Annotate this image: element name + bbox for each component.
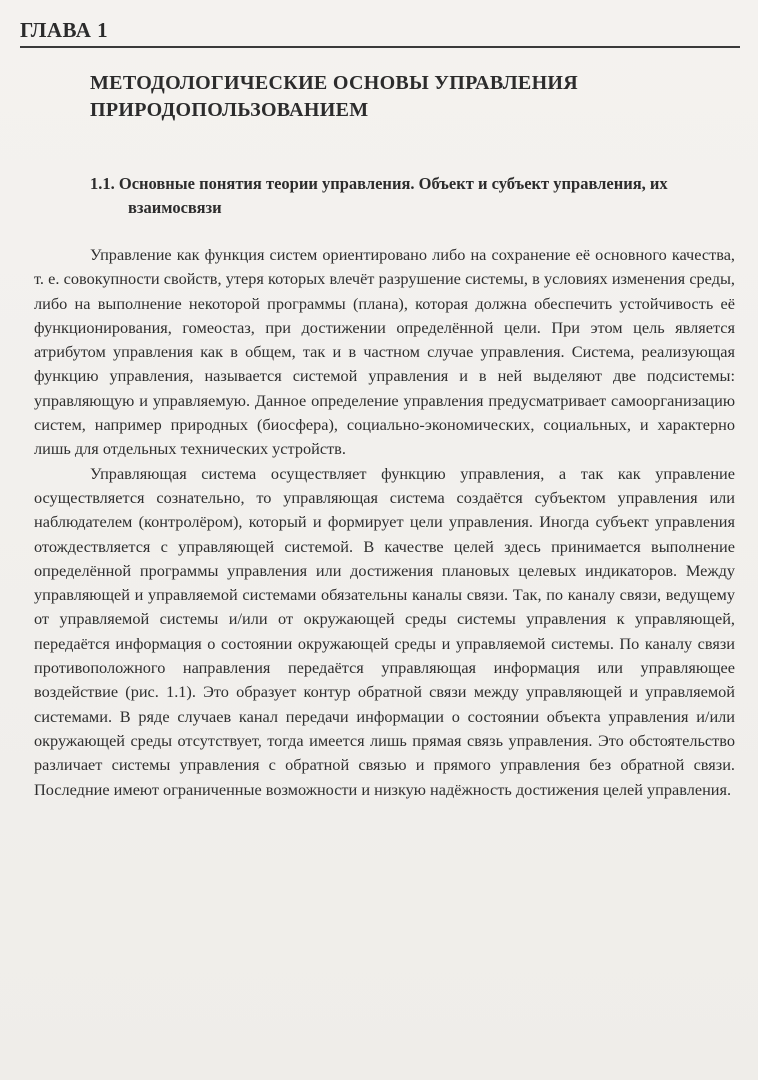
chapter-title: МЕТОДОЛОГИЧЕСКИЕ ОСНОВЫ УПРАВЛЕНИЯ ПРИРОДОПОЛЬЗОВАНИЕМ bbox=[90, 72, 579, 121]
section-heading bbox=[90, 172, 748, 220]
paragraph-1: Управление как функция систем ориентировано либо на сохранение её основного качества, т. е. совокупности свойств, утеря которых влечёт разрушение системы, в условиях изменения среды, либо на выполнение некоторой программы (плана), которая должна обеспечить устойчивость её функционирования, гомеостаз, при достижении определённой цели. При этом цель является атрибутом управления как в общем, так и в частном случае управления. Система, реализующая функцию управления, называется системой управления и в ней выделяют две подсистемы: управляющую и управляемую. Данное определение управления предусматривает самоорганизацию систем, например природных (биосфера), социально-экономических, социальных, и характерно лишь для отдельных технических устройств. bbox=[34, 245, 735, 459]
section-title-text: Основные понятия теории управления. Объект и субъект управления, их взаимосвязи bbox=[118, 174, 668, 217]
body-text bbox=[34, 243, 735, 802]
paragraph-2: Управляющая система осуществляет функцию управления, а так как управление осуществляется сознательно, то управляющая система создаётся субъектом управления или наблюдателем (контролёром), который и формирует цели управления. Иногда субъект управления отождествляется с управляющей системой. В качестве целей здесь принимается выполнение определённой программы управления или достижения плановых целевых индикаторов. Между управляющей и управляемой системами обязательны каналы связи. Так, по каналу связи, ведущему от управляемой системы и/или от окружающей среды системы управления к управляющей, передаётся информация о состоянии окружающей среды и управляемой системы. По каналу связи противоположного направления передаётся управляющая информация или управляющее воздействие (рис. 1.1). Это образует контур обратной связи между управляющей и управляемой системами. В ряде случаев канал передачи информации о состоянии объекта управления и/или окружающей среды отсутствует, тогда имеется лишь прямая связь управления. Это обстоятельство различает системы управления с обратной связью и прямого управления без обратной связи. Последние имеют ограниченные возможности и низкую надёжность достижения целей управления. bbox=[34, 463, 735, 799]
chapter-label: ГЛАВА 1 bbox=[20, 18, 109, 42]
section-number: 1.1. bbox=[90, 174, 115, 193]
chapter-divider bbox=[20, 46, 740, 48]
